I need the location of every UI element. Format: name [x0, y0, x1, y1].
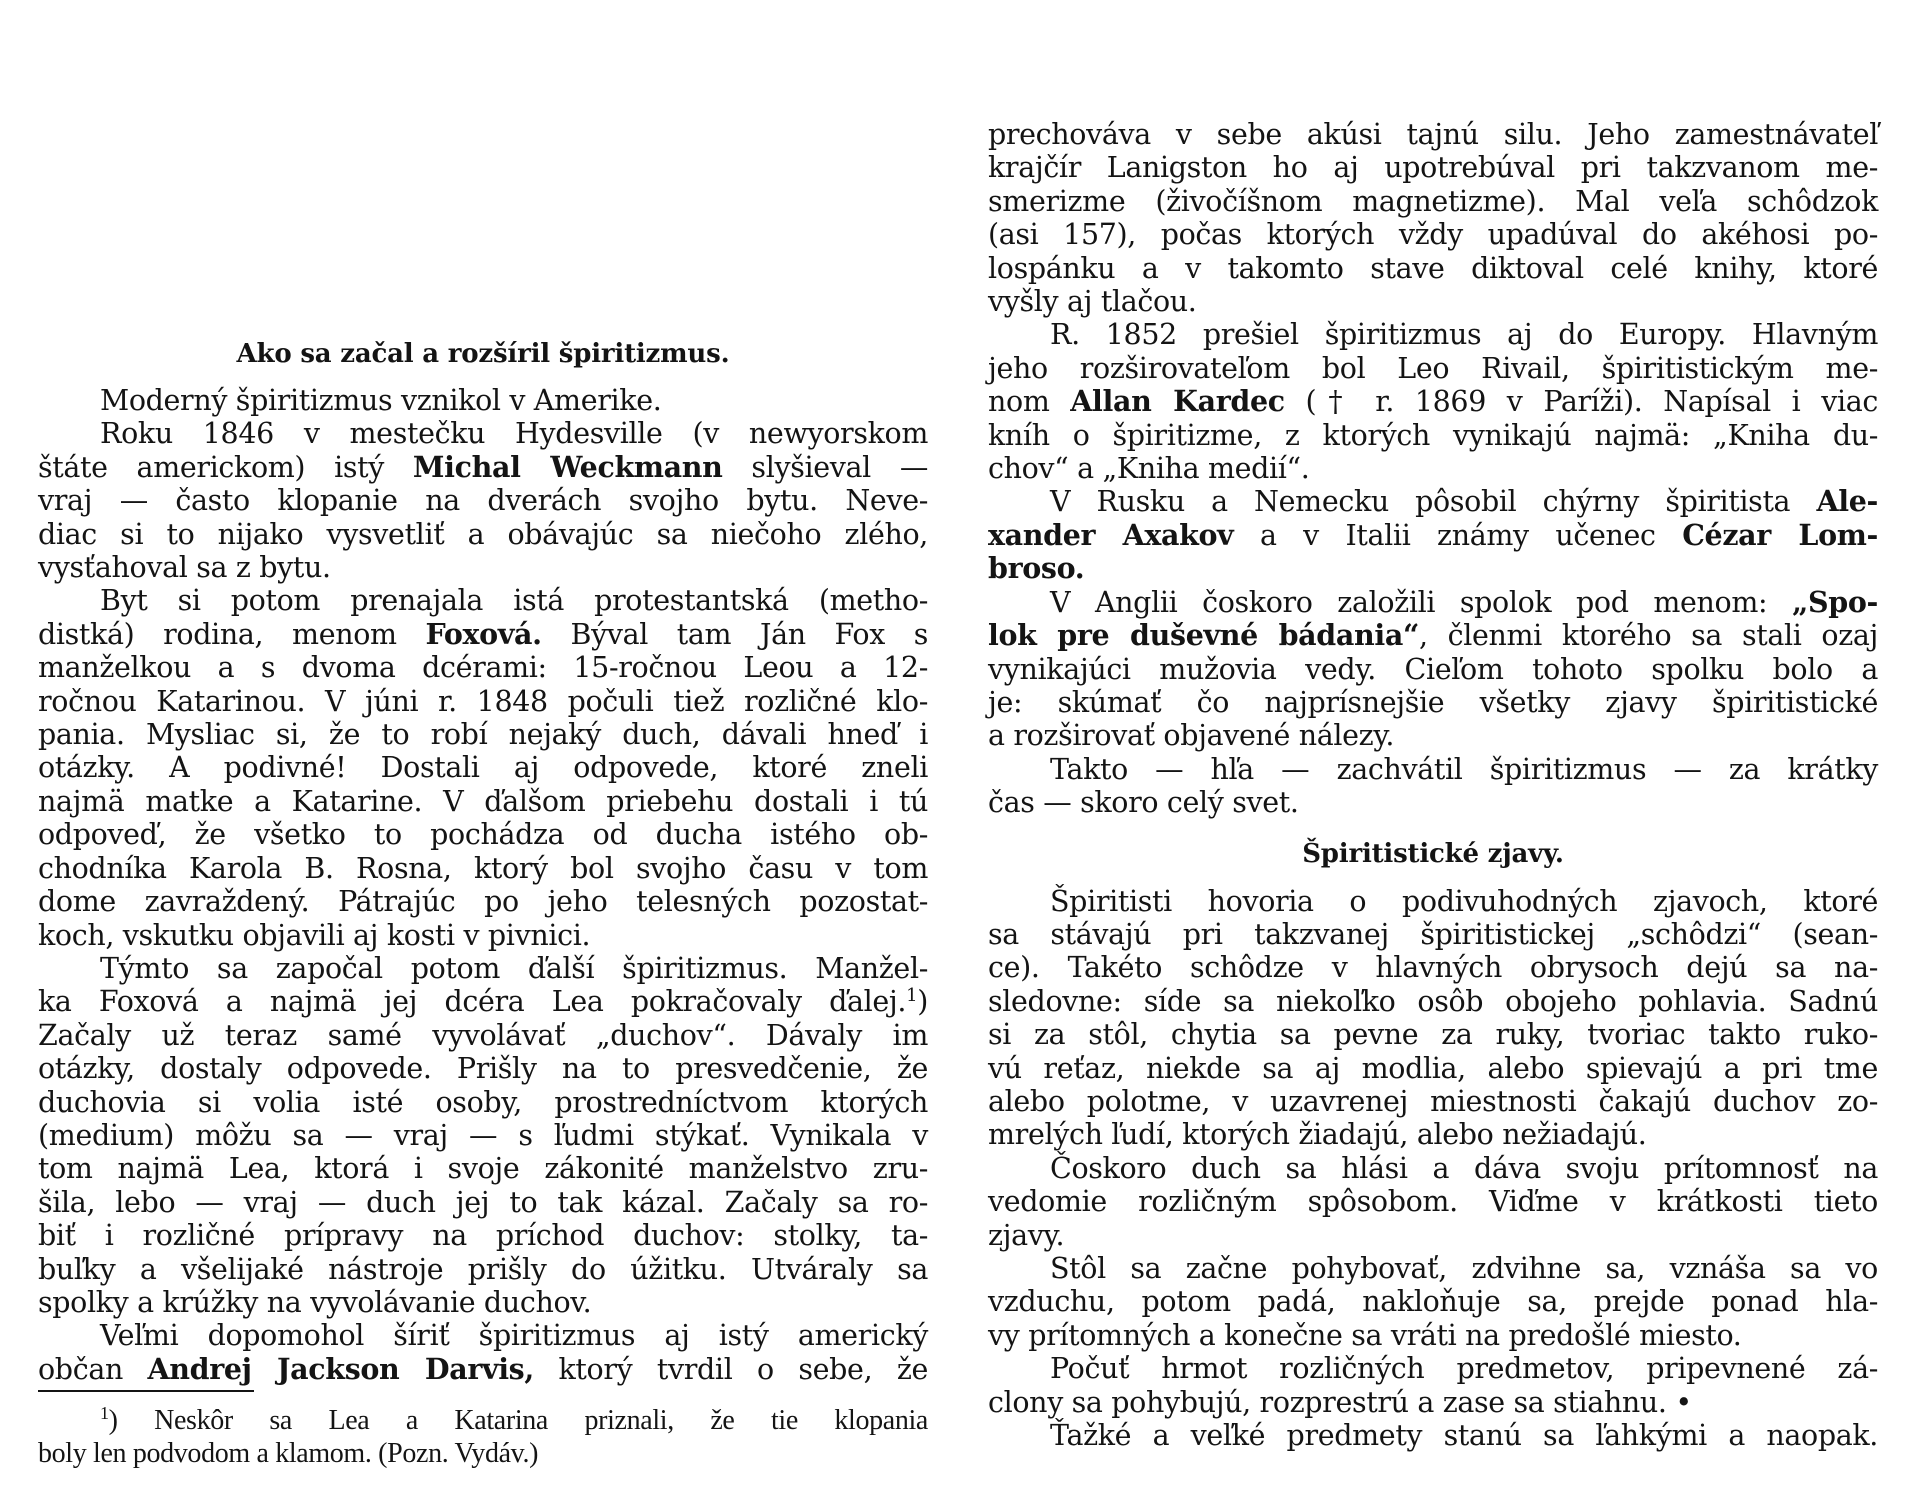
bold-text: xander Axakov	[988, 517, 1234, 552]
text-run: nom	[988, 385, 1071, 419]
text-run: Roku 1846 v mestečku Hydesville (v newyorskom	[100, 417, 928, 451]
text-line	[988, 218, 1878, 251]
text-line	[988, 552, 1878, 585]
bold-text: Michal Weckmann	[412, 449, 723, 484]
text-run: vyšly aj tlačou.	[988, 285, 1197, 319]
bold-text: Foxová.	[425, 616, 542, 651]
text-run: chov“ a „Kniha medií“.	[988, 452, 1310, 486]
text-run: (asi 157), počas ktorých vždy upadúval do akéhosi po-	[988, 218, 1878, 252]
text-line	[988, 885, 1878, 918]
text-run: smerizme (živočíšnom magnetizme). Mal veľa schôdzok	[988, 184, 1878, 218]
bold-text: „Spo-	[1792, 584, 1878, 619]
text-run: Ťažké a veľké predmety stanú sa ľahkými a naopak.	[1050, 1419, 1878, 1453]
text-line	[988, 951, 1878, 984]
text-run: buľky a všelijaké nástroje prišly do úžitku. Utváraly sa	[38, 1252, 928, 1286]
text-run: (medium) môžu sa — vraj — s ľudmi stýkať. Vynikala v	[38, 1118, 928, 1152]
text-line	[988, 1018, 1878, 1051]
right-column-text-after	[988, 885, 1878, 1453]
text-run: sledovne: síde sa niekoľko osôb obojeho pohlavia. Sadnú	[988, 984, 1878, 1018]
text-line	[988, 1419, 1878, 1452]
text-line	[38, 852, 928, 885]
text-line	[988, 1219, 1878, 1252]
text-run: V Rusku a Nemecku pôsobil chýrny špiritista	[1050, 485, 1817, 519]
text-run: mrelých ľudí, ktorých žiadajú, alebo nežiadajú.	[988, 1118, 1647, 1152]
left-column-body	[38, 384, 928, 1386]
text-line	[988, 252, 1878, 285]
text-run: Moderný špiritizmus vznikol v Amerike.	[100, 384, 662, 417]
footnote	[38, 1404, 928, 1471]
text-line	[988, 118, 1878, 151]
text-line	[988, 385, 1878, 418]
text-run: vy prítomných a konečne sa vráti na predošlé miesto.	[988, 1318, 1742, 1352]
text-line	[988, 1352, 1878, 1385]
text-run: a v Italii známy učenec	[1233, 518, 1683, 552]
text-run: ce). Takéto schôdze v hlavných obrysoch dejú sa na-	[988, 951, 1878, 985]
text-run: Špiritisti hovoria o podivuhodných zjavoch, ktoré	[1050, 884, 1878, 918]
text-run: distká) rodina, menom	[38, 617, 426, 651]
text-run: koch, vskutku objavili aj kosti v pivnici.	[38, 918, 591, 952]
footnote-line	[38, 1404, 928, 1437]
text-run: vzduchu, potom padá, nakloňuje sa, prejde ponad hla-	[988, 1285, 1878, 1319]
text-run: Začaly už teraz samé vyvolávať „duchov“. Dávaly im	[38, 1018, 928, 1052]
text-line	[38, 484, 928, 517]
text-run: diac si to nijako vysvetliť a obávajúc sa niečoho zlého,	[38, 517, 928, 551]
text-run: vraj — často klopanie na dverách svojho bytu. Neve-	[38, 484, 928, 518]
left-section-heading: Ako sa začal a rozšíril špiritizmus.	[236, 339, 730, 369]
right-section-heading: Špiritistické zjavy.	[1302, 838, 1564, 869]
text-run: Veľmi dopomohol šíriť špiritizmus aj istý americký	[100, 1319, 928, 1353]
text-run: vú reťaz, niekde sa aj modlia, alebo spievajú a pri tme	[988, 1051, 1878, 1085]
bold-text: Ale-	[1816, 484, 1878, 519]
right-section-heading-wrap	[988, 838, 1878, 871]
text-run: občan	[38, 1352, 148, 1386]
footnote-text: boly len podvodom a klamom. (Pozn. Vydáv.)	[38, 1438, 539, 1470]
text-line	[988, 753, 1878, 786]
text-line	[38, 518, 928, 551]
text-line	[988, 1118, 1878, 1151]
text-run: pania. Mysliac si, že to robí nejaký duch, dávali hneď i	[38, 718, 928, 752]
text-run: spolky a krúžky na vyvolávanie duchov.	[38, 1285, 592, 1319]
text-run: zjavy.	[988, 1218, 1065, 1252]
text-line	[988, 318, 1878, 351]
right-column-text-before	[988, 118, 1878, 820]
text-line	[988, 519, 1878, 552]
text-run: chodníka Karola B. Rosna, ktorý bol svojho času v tom	[38, 851, 928, 885]
text-line	[38, 417, 928, 450]
text-run: ročnou Katarinou. V júni r. 1848 počuli tiež rozličné klo-	[38, 684, 928, 718]
text-line	[38, 1152, 928, 1185]
text-run: clony sa pohybujú, rozprestrú a zase sa stiahnu. •	[988, 1385, 1692, 1419]
text-run: najmä matke a Katarine. V ďalšom priebehu dostali i tú	[38, 784, 928, 818]
text-line	[988, 586, 1878, 619]
text-run: , členmi ktorého sa stali ozaj	[1419, 619, 1878, 653]
bold-text: lok pre duševné bádania“	[988, 618, 1419, 653]
text-run: si za stôl, chytia sa pevne za ruky, tvoriac takto ruko-	[988, 1018, 1878, 1052]
text-run: šila, lebo — vraj — duch jej to tak kázal. Začaly sa ro-	[38, 1185, 928, 1219]
text-run: Takto — hľa — zachvátil špiritizmus — za krátky	[1050, 752, 1878, 786]
text-run: vynikajúci mužovia vedy. Cieľom tohoto spolku bolo a	[988, 652, 1878, 686]
footnote-line	[38, 1437, 928, 1470]
text-run: je: skúmať čo najprísnejšie všetky zjavy špiritistické	[988, 685, 1878, 719]
text-run: prechováva v sebe akúsi tajnú silu. Jeho zamestnávateľ	[988, 118, 1878, 151]
text-run: Byt si potom prenajala istá protestantská (metho-	[100, 584, 928, 618]
text-run: Týmto sa započal potom ďalší špiritizmus. Manžel-	[100, 951, 928, 985]
text-line	[988, 419, 1878, 452]
text-run: otázky, dostaly odpovede. Prišly na to presvedčenie, že	[38, 1052, 928, 1086]
right-column-body	[988, 118, 1878, 1452]
text-line	[38, 1219, 928, 1252]
text-line	[38, 685, 928, 718]
text-run: tom najmä Lea, ktorá i svoje zákonité manželstvo zru-	[38, 1152, 928, 1186]
text-line	[38, 718, 928, 751]
text-line	[38, 1186, 928, 1219]
text-line	[988, 786, 1878, 819]
text-line	[988, 1185, 1878, 1218]
text-line	[988, 1152, 1878, 1185]
text-run: Čoskoro duch sa hlási a dáva svoju prítomnosť na	[1050, 1151, 1878, 1185]
text-line	[988, 619, 1878, 652]
text-line	[38, 384, 928, 417]
text-run: krajčír Lanigston ho aj upotrebúval pri takzvanom me-	[988, 151, 1878, 185]
text-line	[38, 1319, 928, 1352]
text-line	[38, 1019, 928, 1052]
text-run: jeho rozširovateľom bol Leo Rivail, špiritistickým me-	[988, 351, 1878, 385]
text-line	[38, 1119, 928, 1152]
text-line	[988, 1285, 1878, 1318]
text-run: lospánku a v takomto stave diktoval celé knihy, ktoré	[988, 251, 1878, 285]
text-line	[988, 151, 1878, 184]
text-run: odpoveď, že všetko to pochádza od ducha istého ob-	[38, 818, 928, 852]
bold-text: Cézar Lom-	[1682, 517, 1879, 552]
text-run: sa stávajú pri takzvanej špiritistickej „schôdzi“ (sean-	[988, 917, 1878, 951]
text-run: R. 1852 prešiel špiritizmus aj do Europy. Hlavným	[1050, 318, 1878, 352]
text-line	[38, 885, 928, 918]
text-line	[988, 1319, 1878, 1352]
bold-text: Andrej Jackson Darvis,	[147, 1351, 534, 1386]
text-line	[38, 785, 928, 818]
text-line	[988, 452, 1878, 485]
text-run: ka Foxová a najmä jej dcéra Lea pokračovaly ďalej.	[38, 985, 907, 1019]
text-line	[988, 1085, 1878, 1118]
text-run: alebo polotme, v uzavrenej miestnosti čakajú duchov zo-	[988, 1084, 1878, 1118]
bold-text: broso.	[988, 551, 1085, 586]
text-line	[38, 985, 928, 1018]
text-run: duchovia si volia isté osoby, prostredníctvom ktorých	[38, 1085, 928, 1119]
text-line	[988, 918, 1878, 951]
text-run: ktorý tvrdil o sebe, že	[533, 1352, 929, 1386]
text-run: vedomie rozličným spôsobom. Viďme v krátkosti tieto	[988, 1185, 1878, 1219]
text-line	[988, 352, 1878, 385]
text-line	[988, 1386, 1878, 1419]
text-run: Býval tam Ján Fox s	[541, 617, 928, 651]
text-run: († r. 1869 v Paríži). Napísal i viac	[1284, 385, 1878, 419]
text-line	[988, 185, 1878, 218]
text-run: Počuť hrmot rozličných predmetov, pripevnené zá-	[1050, 1352, 1878, 1386]
footnote-separator	[38, 1390, 254, 1392]
text-line	[38, 451, 928, 484]
footnote-text: ) Neskôr sa Lea a Katarina priznali, že tie klopania	[108, 1405, 928, 1436]
text-line	[38, 919, 928, 952]
text-line	[38, 651, 928, 684]
text-line	[38, 551, 928, 584]
text-run: otázky. A podivné! Dostali aj odpovede, ktoré zneli	[38, 751, 928, 785]
text-run: kníh o špiritizme, z ktorých vynikajú najmä: „Kniha du-	[988, 418, 1878, 452]
text-line	[38, 818, 928, 851]
text-line	[38, 1286, 928, 1319]
footnote-reference: 1	[906, 985, 918, 1007]
footnote-marker: 1	[100, 1403, 109, 1423]
text-run: Stôl sa začne pohybovať, zdvihne sa, vznáša sa vo	[1050, 1252, 1878, 1285]
text-line	[38, 1353, 928, 1386]
text-line	[38, 584, 928, 617]
text-run: biť i rozličné prípravy na príchod duchov: stolky, ta-	[38, 1219, 928, 1253]
text-run: manželkou a s dvoma dcérami: 15-ročnou Leou a 12-	[38, 651, 928, 685]
text-run: slyšieval —	[722, 450, 928, 484]
text-line	[988, 686, 1878, 719]
text-run: a rozširovať objavené nálezy.	[988, 719, 1395, 753]
text-line	[988, 1252, 1878, 1285]
text-line	[38, 952, 928, 985]
text-line	[38, 1253, 928, 1286]
text-run: štáte americkom) istý	[38, 450, 413, 484]
text-line	[38, 751, 928, 784]
text-run: )	[917, 985, 928, 1019]
text-line	[988, 653, 1878, 686]
text-line	[38, 1052, 928, 1085]
text-line	[988, 985, 1878, 1018]
text-line	[988, 485, 1878, 518]
text-line	[988, 285, 1878, 318]
text-run: V Anglii čoskoro založili spolok pod menom:	[1050, 585, 1792, 619]
bold-text: Allan Kardec	[1070, 384, 1285, 419]
text-line	[988, 719, 1878, 752]
text-line	[988, 1052, 1878, 1085]
text-run: vysťahoval sa z bytu.	[38, 551, 331, 585]
text-run: dome zavraždený. Pátrajúc po jeho telesných pozostat-	[38, 885, 928, 919]
text-run: čas — skoro celý svet.	[988, 786, 1299, 820]
text-line	[38, 618, 928, 651]
text-line	[38, 1086, 928, 1119]
